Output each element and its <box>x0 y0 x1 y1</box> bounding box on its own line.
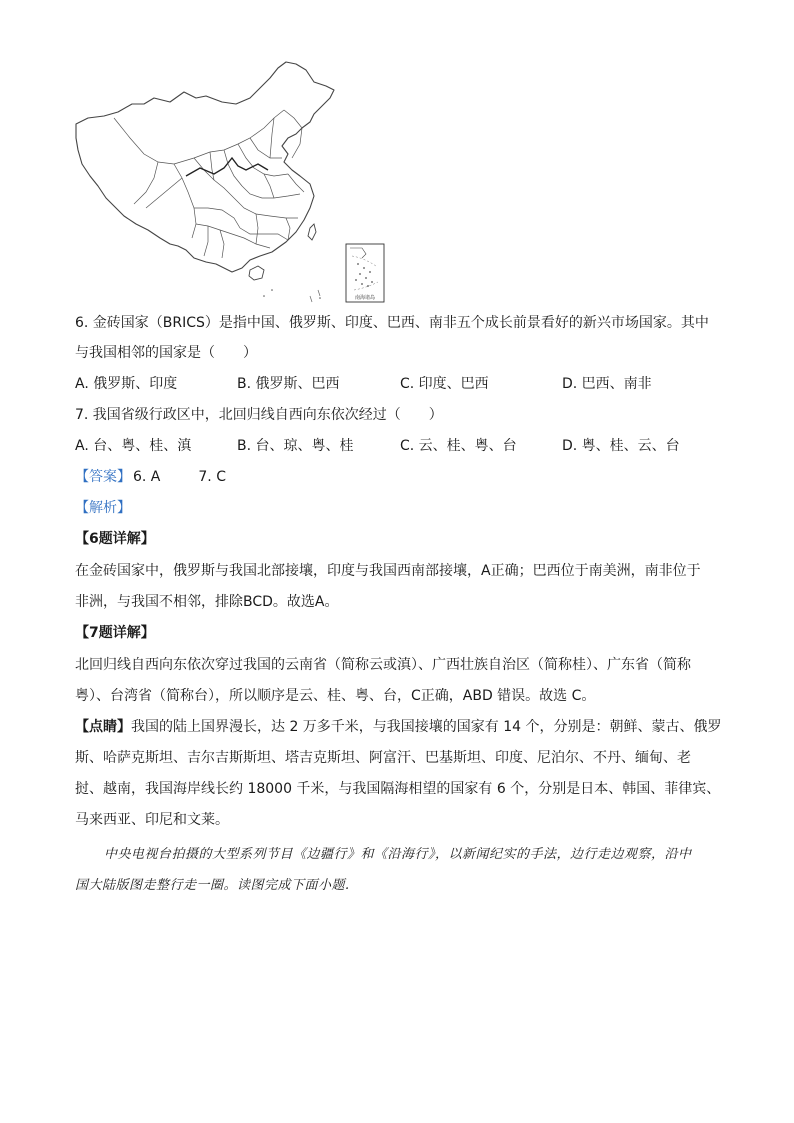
china-map-figure <box>74 58 386 306</box>
detail7-label: 【7题详解】 <box>75 625 155 641</box>
q7-option-d: D. 粤、桂、云、台 <box>562 438 680 454</box>
q6-option-d: D. 巴西、南非 <box>562 376 652 392</box>
tip-line3: 挝、越南，我国海岸线长约 18000 千米，与我国隔海相望的国家有 6 个，分别是日本、韩国、菲律宾、 <box>75 781 721 797</box>
q7-options <box>75 436 735 456</box>
south-china-sea-inset <box>346 244 384 302</box>
q6-stem-line2: 与我国相邻的国家是（ ） <box>75 345 257 361</box>
inset-label: 南海诸岛 <box>354 295 376 301</box>
tip-line1-text: 我国的陆上国界漫长，达 2 万多千米，与我国接壤的国家有 14 个，分别是：朝鲜、蒙古、俄罗 <box>131 719 722 735</box>
tip-line1 <box>75 717 722 737</box>
q6-options <box>75 374 735 394</box>
tip-line4: 马来西亚、印尼和文莱。 <box>75 812 229 828</box>
analysis-label: 【解析】 <box>75 500 131 516</box>
detail7-line2: 粤）、台湾省（简称台），所以顺序是云、桂、粤、台，C正确，ABD 错误。故选 C。 <box>75 688 596 704</box>
answer-6: 6. A <box>133 469 161 485</box>
q6-option-a: A. 俄罗斯、印度 <box>75 376 178 392</box>
q7-stem: 7. 我国省级行政区中，北回归线自西向东依次经过（ ） <box>75 407 443 423</box>
detail6-label: 【6题详解】 <box>75 531 155 547</box>
answer-label: 【答案】 <box>75 469 131 485</box>
q6-stem-line1: 6. 金砖国家（BRICS）是指中国、俄罗斯、印度、巴西、南非五个成长前景看好的新兴市场国家。其中 <box>75 315 709 331</box>
detail6-line1: 在金砖国家中，俄罗斯与我国北部接壤，印度与我国西南部接壤，A正确；巴西位于南美洲，南非位于 <box>75 563 701 579</box>
q7-option-c: C. 云、桂、粤、台 <box>400 438 517 454</box>
china-map-image <box>74 58 386 306</box>
tip-line2: 斯、哈萨克斯坦、吉尔吉斯斯坦、塔吉克斯坦、阿富汗、巴基斯坦、印度、尼泊尔、不丹、缅甸、老 <box>75 750 691 766</box>
answer-7: 7. C <box>198 469 226 485</box>
intro-line2: 国大陆版图走整行走一圈。读图完成下面小题. <box>75 878 350 893</box>
q7-option-a: A. 台、粤、桂、滇 <box>75 438 192 454</box>
intro-line1: 中央电视台拍摄的大型系列节目《边疆行》和《沿海行》，以新闻纪实的手法，边行走边观察，沿中 <box>104 847 692 862</box>
detail7-line1: 北回归线自西向东依次穿过我国的云南省（简称云或滇）、广西壮族自治区（简称桂）、广东省（简称 <box>75 657 691 673</box>
q6-option-c: C. 印度、巴西 <box>400 376 489 392</box>
answer-line <box>75 467 226 487</box>
q6-option-b: B. 俄罗斯、巴西 <box>237 376 340 392</box>
q7-option-b: B. 台、琼、粤、桂 <box>237 438 354 454</box>
tip-label: 【点睛】 <box>75 719 131 735</box>
detail6-line2: 非洲，与我国不相邻，排除BCD。故选A。 <box>75 594 339 610</box>
